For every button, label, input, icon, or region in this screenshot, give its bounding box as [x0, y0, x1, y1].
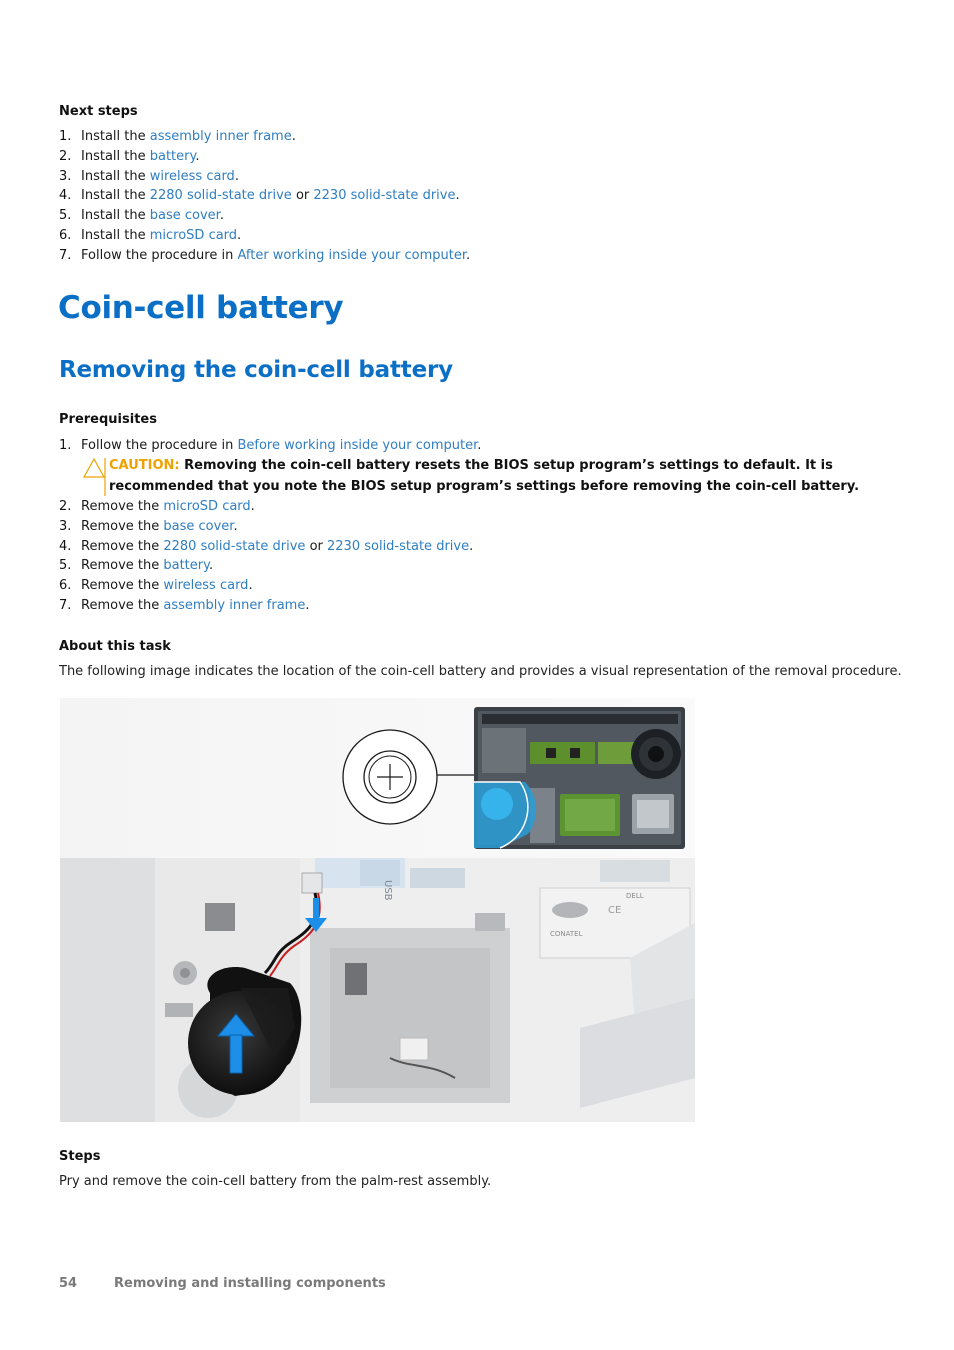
list-item: 1. Follow the procedure in Before working inside your computer. [59, 438, 482, 453]
prerequisites-list [59, 436, 481, 456]
ssd-2230-link[interactable]: 2230 solid-state drive [313, 188, 456, 204]
microsd-card-link[interactable]: microSD card [163, 499, 251, 514]
list-item: 2. Remove the microSD card. [59, 499, 255, 514]
about-text: The following image indicates the location of the coin-cell battery and provides a visual representation of the removal procedure. [59, 664, 902, 679]
usb-label: USB [382, 880, 393, 901]
list-item: 5. Install the base cover. [59, 208, 224, 224]
base-cover-link[interactable]: base cover [163, 518, 234, 534]
before-working-link[interactable]: Before working inside your computer [237, 438, 478, 453]
steps-text: Pry and remove the coin-cell battery from the palm-rest assembly. [59, 1174, 492, 1189]
detail-photo [60, 858, 695, 1122]
list-item: 6. Remove the wireless card. [59, 578, 253, 594]
caution-note: CAUTION: Removing the coin-cell battery resets the BIOS setup program’s settings to default. It is recommended that you note the BIOS setup program’s settings before removing the coin-cell battery. [109, 458, 860, 494]
assembly-inner-frame-link[interactable]: assembly inner frame [163, 597, 306, 613]
prerequisites-heading: Prerequisites [59, 412, 157, 427]
section-title: Coin-cell battery [58, 290, 344, 326]
list-item: 7. Follow the procedure in After working inside your computer. [59, 247, 471, 263]
ssd-2230-link[interactable]: 2230 solid-state drive [327, 538, 470, 554]
list-item: 3. Remove the base cover. [59, 518, 238, 534]
assembly-inner-frame-link[interactable]: assembly inner frame [149, 129, 292, 144]
wireless-card-link[interactable]: wireless card [149, 168, 235, 184]
list-item: 6. Install the microSD card. [59, 227, 242, 243]
conatel-label: CONATEL [550, 930, 583, 938]
caution-marker [82, 456, 106, 496]
removal-figure [60, 698, 695, 1122]
list-item: 4. Install the 2280 solid-state drive or 2230 solid-state drive. [59, 188, 460, 204]
wireless-card-link[interactable]: wireless card [163, 578, 249, 594]
dell-label: DELL [626, 892, 644, 900]
ssd-2280-link[interactable]: 2280 solid-state drive [163, 538, 306, 554]
battery-link[interactable]: battery [163, 558, 209, 574]
caution-label: CAUTION: [109, 458, 180, 473]
after-working-link[interactable]: After working inside your computer [237, 247, 466, 263]
laptop-overview [474, 707, 685, 849]
list-item: 3. Install the wireless card. [59, 168, 239, 184]
ssd-2280-link[interactable]: 2280 solid-state drive [149, 188, 292, 204]
subsection-title: Removing the coin-cell battery [59, 357, 453, 383]
microsd-card-link[interactable]: microSD card [149, 227, 238, 243]
list-item: 1. Install the assembly inner frame. [59, 129, 296, 144]
about-heading: About this task [59, 639, 171, 654]
prerequisites-list-continued [59, 497, 473, 616]
list-item: 7. Remove the assembly inner frame. [59, 597, 310, 613]
battery-link[interactable]: battery [149, 148, 196, 164]
chapter-title: Removing and installing components [114, 1276, 386, 1291]
coin-cell-illustration [60, 698, 695, 1122]
next-steps-heading: Next steps [59, 104, 138, 119]
caution-triangle-icon [82, 456, 106, 496]
list-item: 5. Remove the battery. [59, 558, 214, 574]
list-item: 2. Install the battery. [59, 148, 200, 164]
next-steps-list [59, 127, 470, 266]
page-number: 54 [59, 1276, 78, 1291]
steps-heading: Steps [59, 1149, 101, 1164]
base-cover-link[interactable]: base cover [149, 208, 220, 224]
list-item: 4. Remove the 2280 solid-state drive or 2230 solid-state drive. [59, 538, 474, 554]
ce-mark: CE [608, 905, 622, 916]
